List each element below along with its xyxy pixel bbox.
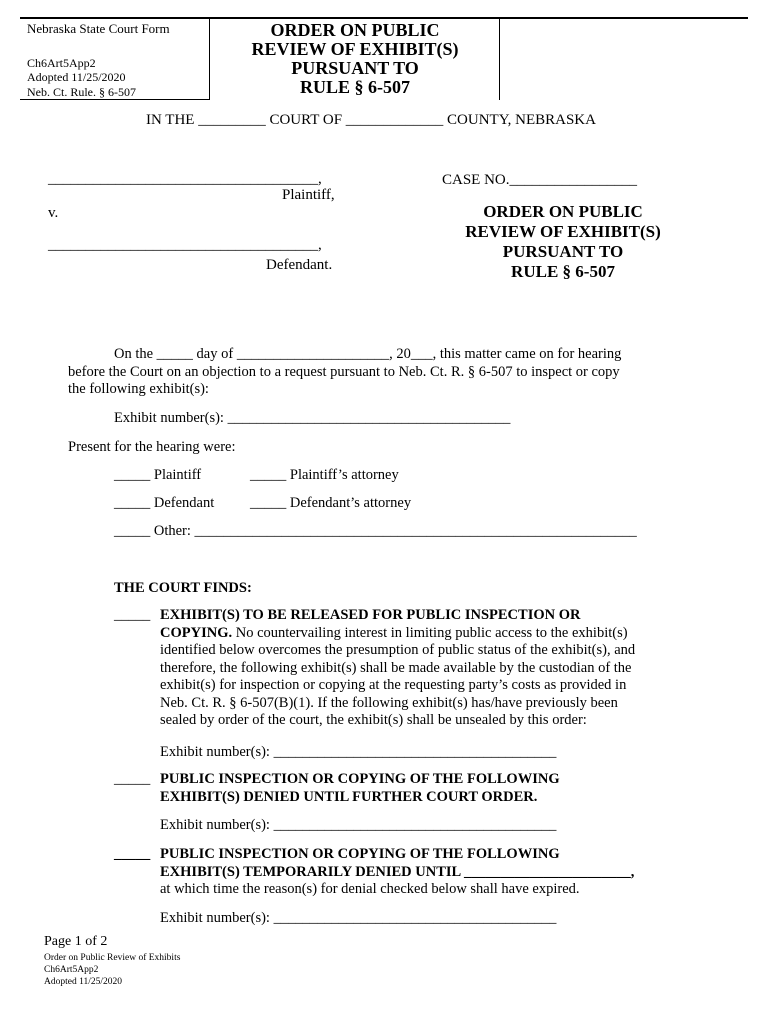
finding-1-line-rest: No countervailing interest in limiting public access to the exhibit(s) (232, 624, 628, 641)
page-number: Page 1 of 2 (44, 934, 108, 949)
intro-line: the following exhibit(s): (68, 381, 209, 397)
defendant-label: Defendant. (266, 257, 333, 273)
intro-paragraph (68, 346, 621, 399)
caption-title (430, 202, 696, 282)
case-number-field[interactable]: CASE NO._________________ (442, 172, 638, 188)
header-title-line: REVIEW OF EXHIBIT(S) (251, 39, 459, 59)
court-line: IN THE _________ COURT OF _____________ COUNTY, NEBRASKA (146, 112, 596, 128)
finding-3-line: EXHIBIT(S) TEMPORARILY DENIED UNTIL _______________________, (160, 863, 635, 880)
finding-3-exhibit-numbers[interactable]: Exhibit number(s): _______________________________________ (160, 910, 557, 926)
intro-line: On the _____ day of _____________________, 20___, this matter came on for hearing (114, 346, 622, 362)
footer-title: Order on Public Review of Exhibits (44, 953, 181, 963)
defendant-blank[interactable]: ____________________________________, (48, 237, 322, 253)
header-top-rule (20, 17, 748, 19)
finding-1-line: identified below overcomes the presumption of public status of the exhibit(s), and (160, 642, 636, 658)
finding-2-line: PUBLIC INSPECTION OR COPYING OF THE FOLLOWING (160, 771, 560, 787)
caption-title-line: ORDER ON PUBLIC (483, 202, 643, 221)
finding-1-text (160, 607, 635, 730)
plaintiff-blank[interactable]: ____________________________________, (48, 171, 322, 187)
present-plaintiff-attorney[interactable]: _____ Plaintiff’s attorney (250, 467, 399, 483)
header-title-line: PURSUANT TO (291, 58, 419, 78)
finding-2-text (160, 771, 560, 806)
finding-1-line: therefore, the following exhibit(s) shall be made available by the custodian of the (160, 659, 632, 676)
footer-code: Ch6Art5App2 (44, 965, 99, 975)
finding-1-exhibit-numbers[interactable]: Exhibit number(s): _______________________________________ (160, 744, 557, 760)
header-title-line: RULE § 6-507 (299, 77, 410, 97)
present-defendant[interactable]: _____ Defendant (114, 495, 215, 511)
finding-1-heading-cont: COPYING. (160, 624, 233, 641)
form-label: Nebraska State Court Form (27, 21, 170, 36)
finding-1-line: Neb. Ct. R. § 6-507(B)(1). If the following exhibit(s) has/have previously been (160, 694, 618, 711)
present-other[interactable]: _____ Other: _____________________________________________________________ (114, 523, 637, 539)
present-heading: Present for the hearing were: (68, 439, 236, 455)
present-plaintiff[interactable]: _____ Plaintiff (114, 467, 202, 483)
finding-3-line: PUBLIC INSPECTION OR COPYING OF THE FOLLOWING (160, 846, 560, 862)
header-title (210, 21, 500, 97)
intro-line: before the Court on an objection to a request pursuant to Neb. Ct. R. § 6-507 to inspect or copy (68, 363, 620, 380)
header-title-line: ORDER ON PUBLIC (270, 20, 440, 40)
caption-title-line: PURSUANT TO (502, 242, 624, 261)
finding-1-line: exhibit(s) for inspection or copying at the requesting party’s costs as provided in (160, 677, 627, 693)
header-bottom-rule (20, 99, 209, 100)
finding-1-heading: EXHIBIT(S) TO BE RELEASED FOR PUBLIC INSPECTION OR (160, 607, 581, 623)
form-code: Ch6Art5App2 (27, 56, 96, 70)
finding-2-exhibit-numbers[interactable]: Exhibit number(s): _______________________________________ (160, 817, 557, 833)
caption-title-line: REVIEW OF EXHIBIT(S) (465, 222, 661, 241)
footer-adopted: Adopted 11/25/2020 (44, 977, 123, 987)
form-rule-ref: Neb. Ct. Rule. § 6-507 (27, 85, 136, 99)
finding-3-checkbox[interactable]: _____ (114, 846, 151, 862)
versus-label: v. (48, 205, 59, 221)
finding-2-line: EXHIBIT(S) DENIED UNTIL FURTHER COURT ORDER. (160, 788, 538, 805)
form-adopted: Adopted 11/25/2020 (27, 70, 126, 84)
finding-1-line: sealed by order of the court, the exhibit(s) shall be unsealed by this order: (160, 712, 587, 728)
caption-title-line: RULE § 6-507 (511, 262, 615, 281)
finding-3-text (160, 846, 634, 899)
findings-heading: THE COURT FINDS: (114, 580, 252, 596)
present-defendant-attorney[interactable]: _____ Defendant’s attorney (250, 495, 412, 511)
plaintiff-label: Plaintiff, (282, 187, 335, 203)
finding-3-line: at which time the reason(s) for denial checked below shall have expired. (160, 881, 580, 897)
finding-2-checkbox[interactable]: _____ (114, 771, 151, 787)
intro-exhibit-numbers[interactable]: Exhibit number(s): _______________________________________ (114, 410, 511, 426)
finding-1-checkbox[interactable]: _____ (114, 607, 151, 623)
finding-1-line (160, 625, 635, 643)
